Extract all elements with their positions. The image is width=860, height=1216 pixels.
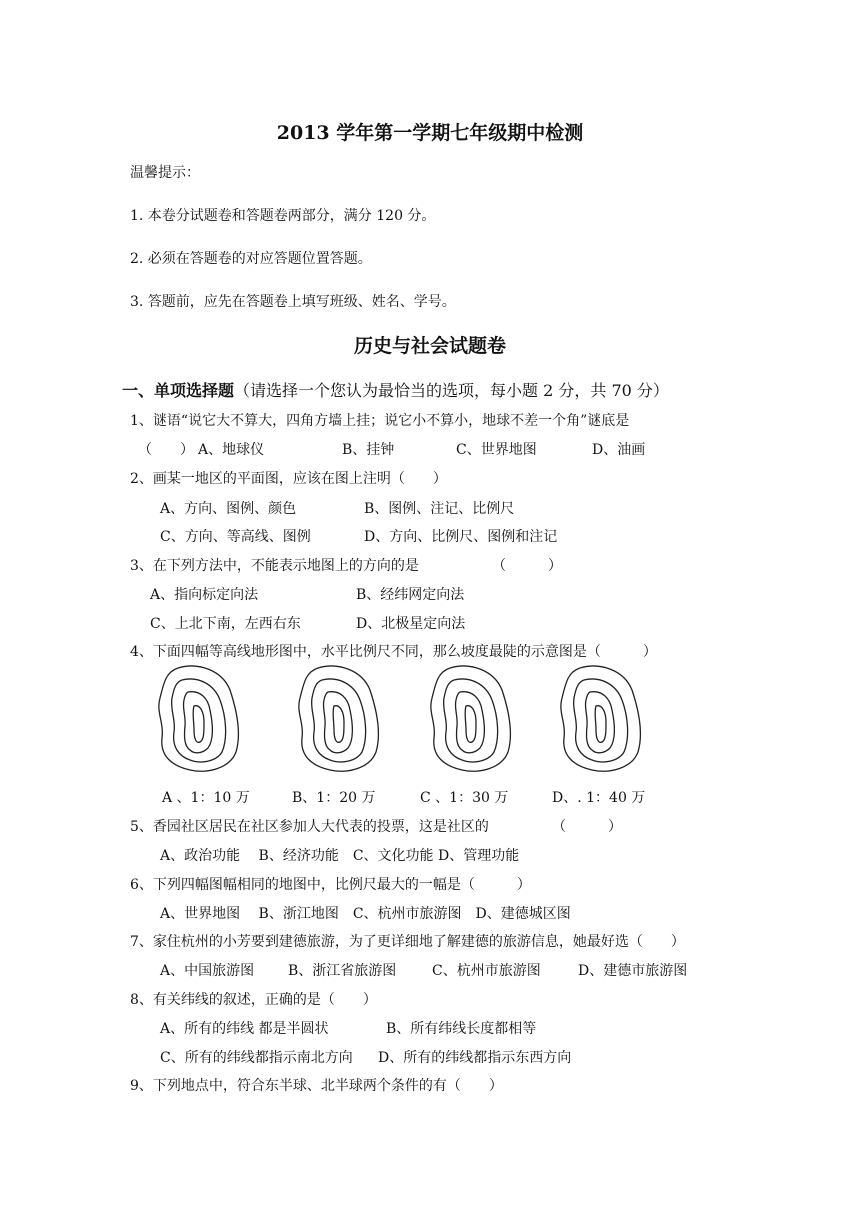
contour-map-c [431,666,511,771]
section-instruction: （请选择一个您认为最恰当的选项，每小题 2 分，共 70 分） [234,381,669,400]
q1-paren: （ ） [138,442,194,458]
q7-option-c: C、杭州市旅游图 [432,963,541,979]
section-heading [122,378,669,401]
q1-option-a: A、地球仪 [198,442,265,458]
q8-option-c: C、所有的纬线都指示南北方向 [160,1050,353,1066]
q2-option-a: A、方向、图例、颜色 [160,501,297,517]
q1-option-d: D、油画 [592,442,646,458]
q8-stem: 8、有关纬线的叙述，正确的是（ ） [130,992,377,1008]
q9-stem: 9、下列地点中，符合东半球、北半球两个条件的有（ ） [130,1078,503,1094]
q5-paren: （ ） [552,819,622,835]
q3-option-c: C、上北下南，左西右东 [150,616,301,632]
tip-item-3: 3. 答题前，应先在答题卷上填写班级、姓名、学号。 [130,294,456,310]
q4-option-d: D、. 1：40 万 [552,790,646,806]
contour-maps-figure [150,660,670,780]
contour-map-d [561,666,641,771]
q8-option-a: A、所有的纬线 都是半圆状 [160,1021,329,1037]
q2-option-b: B、图例、注记、比例尺 [364,501,515,517]
paper-title: 历史与社会试题卷 [353,335,506,357]
q1-stem: 1、谜语“说它大不算大，四角方墙上挂；说它小不算小，地球不差一个角”谜底是 [130,413,630,429]
q4-option-b: B、1：20 万 [292,790,376,806]
q1-option-b: B、挂钟 [342,442,395,458]
q8-option-d: D、所有的纬线都指示东西方向 [378,1050,572,1066]
q4-stem: 4、下面四幅等高线地形图中，水平比例尺不同，那么坡度最陡的示意图是（ ） [130,644,657,660]
q3-paren: （ ） [492,558,562,574]
q3-stem: 3、在下列方法中，不能表示地图上的方向的是 [130,558,419,574]
q7-option-d: D、建德市旅游图 [578,963,688,979]
q5-options: A、政治功能 B、经济功能 C、文化功能 D、管理功能 [160,848,520,864]
tips-heading: 温馨提示： [130,165,200,181]
q3-option-d: D、北极星定向法 [356,616,466,632]
q4-option-c: C 、1：30 万 [420,790,509,806]
q7-option-a: A、中国旅游图 [160,963,255,979]
q2-stem: 2、画某一地区的平面图，应该在图上注明（ ） [130,471,447,487]
q8-option-b: B、所有纬线长度都相等 [386,1021,537,1037]
q1-option-c: C、世界地图 [456,442,537,458]
q2-option-c: C、方向、等高线、图例 [160,529,311,545]
section-label: 一、单项选择题 [122,381,235,400]
q3-option-b: B、经纬网定向法 [356,587,465,603]
q6-options: A、世界地图 B、浙江地图 C、杭州市旅游图 D、建德城区图 [160,906,571,922]
contour-map-b [299,666,379,771]
q3-option-a: A、指向标定向法 [150,587,259,603]
q6-stem: 6、下列四幅图幅相同的地图中，比例尺最大的一幅是（ ） [130,877,531,893]
tip-item-2: 2. 必须在答题卷的对应答题位置答题。 [130,251,372,267]
q2-option-d: D、方向、比例尺、图例和注记 [364,529,558,545]
q4-option-a: A 、1：10 万 [162,790,250,806]
exam-title: 2013 学年第一学期七年级期中检测 [276,122,584,144]
q5-stem: 5、香园社区居民在社区参加人大代表的投票，这是社区的 [130,819,489,835]
contour-map-a [159,666,239,771]
tip-item-1: 1. 本卷分试题卷和答题卷两部分，满分 120 分。 [130,208,436,224]
q7-option-b: B、浙江省旅游图 [288,963,397,979]
q7-stem: 7、家住杭州的小芳要到建德旅游，为了更详细地了解建德的旅游信息，她最好选（ ） [130,934,685,950]
